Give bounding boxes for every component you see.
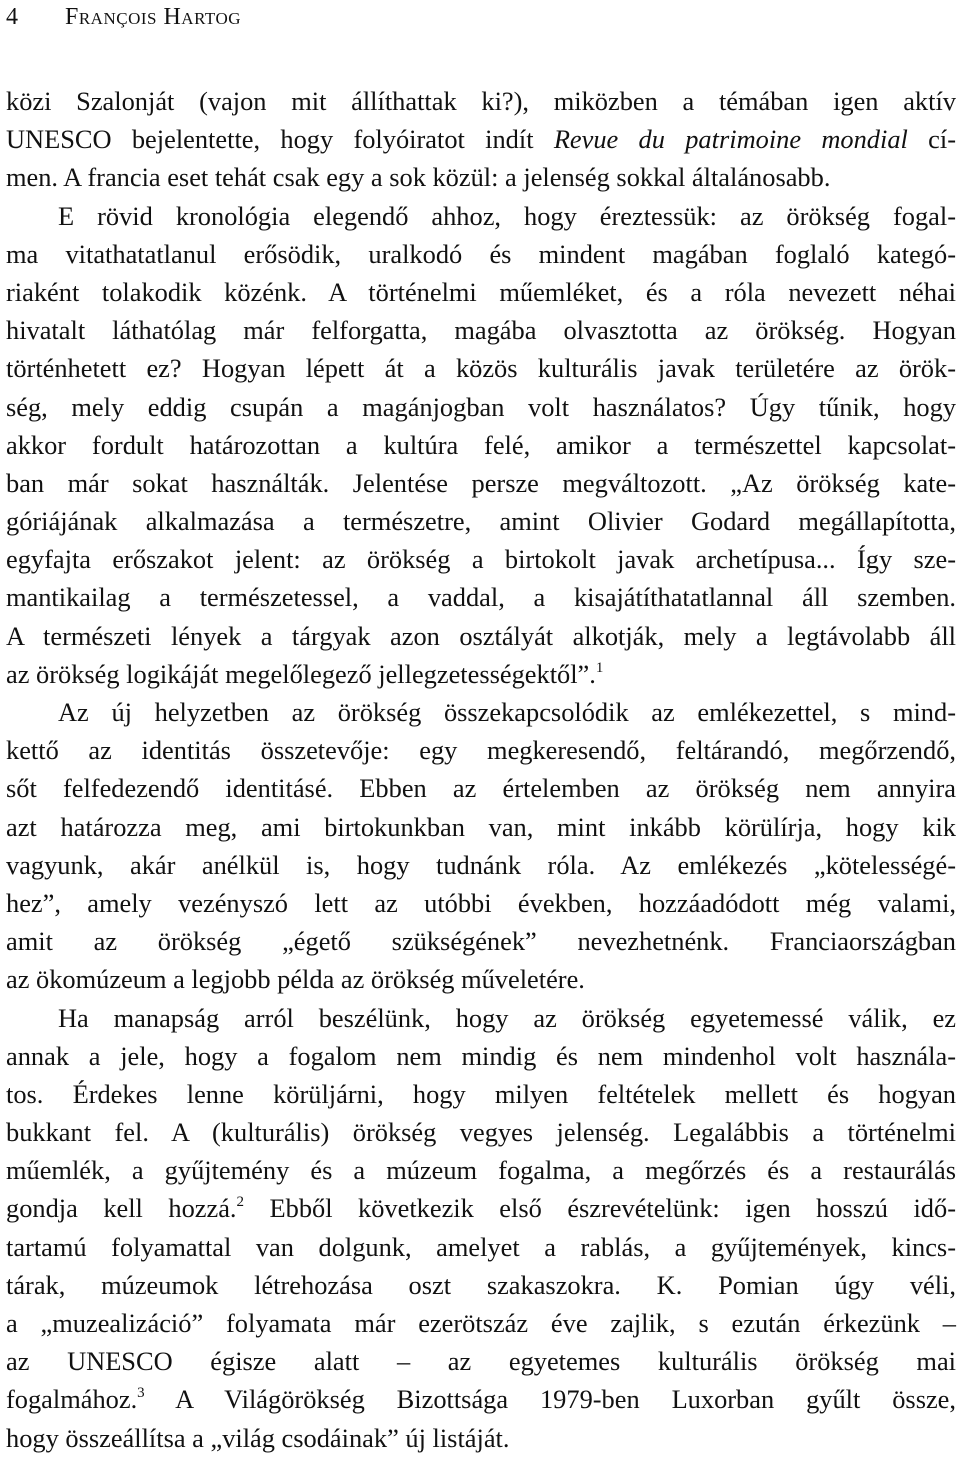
text-segment: vagyunk, akár anélkül is, hogy tudnánk róla. Az emlékezés „kötelességé- — [6, 849, 956, 880]
text-line — [6, 655, 956, 693]
text-segment: a „muzealizáció” folyamata már ezerötszáz éve zajlik, s ezután érkezünk – — [6, 1308, 956, 1338]
text-segment: cí- — [907, 124, 956, 155]
body-text — [6, 82, 956, 1457]
page-number: 4 — [6, 4, 19, 30]
text-line — [6, 1266, 956, 1304]
text-segment: E rövid kronológia elegendő ahhoz, hogy éreztessük: az örökség fogal- — [58, 200, 956, 231]
text-segment: hez”, amely vezényszó lett az utóbbi években, hozzáadódott még valami, — [6, 887, 956, 918]
text-segment: hivatalt láthatólag már felforgatta, magába olvasztotta az örökség. Hogyan — [6, 315, 956, 346]
text-line — [6, 1380, 956, 1418]
text-line — [6, 82, 956, 120]
text-line — [6, 311, 956, 349]
text-line — [6, 960, 956, 998]
text-segment: műemlék, a gyűjtemény és a múzeum fogalma, a megőrzés és a restaurálás — [6, 1155, 956, 1186]
text-line — [6, 693, 956, 731]
text-segment: akkor fordult határozottan a kultúra felé, amikor a természettel kapcsolat- — [6, 429, 956, 460]
text-segment: men. A francia eset tehát csak egy a sok közül: a jelenség sokkal általánosabb. — [6, 162, 831, 193]
text-segment: bukkant fel. A (kulturális) örökség vegyes jelenség. Legalábbis a történelmi — [6, 1117, 956, 1148]
text-line — [6, 808, 956, 846]
text-segment: ség, mely eddig csupán a magánjogban volt használatos? Úgy tűnik, hogy — [6, 391, 956, 422]
text-segment: A természeti lények a tárgyak azon osztályát alkotják, mely a legtávolabb áll — [6, 620, 956, 651]
text-segment: riaként tolakodik közénk. A történelmi műemléket, és a róla nevezett néhai — [6, 276, 956, 307]
text-segment: Az új helyzetben az örökség összekapcsolódik az emlékezettel, s mind- — [58, 697, 956, 727]
text-segment: történhetett ez? Hogyan lépett át a közös kulturális javak területére az örök- — [6, 353, 956, 384]
text-line — [6, 1037, 956, 1075]
text-segment: amit az örökség „égető szükségének” nevezhetnénk. Franciaországban — [6, 926, 956, 957]
text-segment: hogy összeállítsa a „világ csodáinak” új listáját. — [6, 1422, 510, 1453]
text-line — [6, 349, 956, 387]
text-line — [6, 1304, 956, 1342]
text-line — [6, 922, 956, 960]
text-line — [6, 1075, 956, 1113]
text-line — [6, 1113, 956, 1151]
text-segment: sőt felfedezendő identitásé. Ebben az értelemben az örökség nem annyira — [6, 773, 956, 804]
text-line — [6, 999, 956, 1037]
text-segment: ban már sokat használták. Jelentése persze megváltozott. „Az örökség kate- — [6, 467, 956, 498]
text-segment: kettő az identitás összetevője: egy megkeresendő, feltárandó, megőrzendő, — [6, 735, 956, 766]
text-segment: tos. Érdekes lenne körüljárni, hogy milyen feltételek mellett és hogyan — [6, 1078, 956, 1109]
text-line — [6, 273, 956, 311]
text-line — [6, 1189, 956, 1227]
text-line — [6, 197, 956, 235]
footnote-ref[interactable]: 2 — [236, 1194, 245, 1211]
text-segment: tárak, múzeumok létrehozása oszt szakaszokra. K. Pomian úgy véli, — [6, 1269, 956, 1300]
text-segment: az UNESCO égisze alatt – az egyetemes kulturális örökség mai — [6, 1346, 956, 1377]
text-line — [6, 464, 956, 502]
text-line — [6, 884, 956, 922]
text-line — [6, 769, 956, 807]
text-segment: tartamú folyamattal van dolgunk, amelyet a rablás, a gyűjtemények, kincs- — [6, 1231, 956, 1262]
text-segment: azt határozza meg, ami birtokunkban van, mint inkább körülírja, hogy kik — [6, 811, 956, 842]
text-segment: ma vitathatatlanul erősödik, uralkodó és mindent magában foglaló kategó- — [6, 238, 956, 269]
text-segment: az ökomúzeum a legjobb példa az örökség műveletére. — [6, 964, 585, 995]
italic-title: Revue du patrimoine mondial — [553, 124, 908, 155]
text-line — [6, 388, 956, 426]
text-line — [6, 1228, 956, 1266]
footnote-ref[interactable]: 1 — [595, 659, 604, 676]
footnote-ref[interactable]: 3 — [137, 1385, 145, 1402]
text-line — [6, 1419, 956, 1457]
text-segment: az örökség logikáját megelőlegező jellegzetességektől”. — [6, 658, 596, 689]
text-line — [6, 846, 956, 884]
text-line — [6, 502, 956, 540]
text-line — [6, 426, 956, 464]
text-segment: egyfajta erőszakot jelent: az örökség a birtokolt javak archetípusa... Így sze- — [6, 544, 956, 575]
text-segment: UNESCO bejelentette, hogy folyóiratot indít — [6, 124, 554, 155]
running-head — [6, 2, 241, 32]
text-line — [6, 1151, 956, 1189]
text-line — [6, 578, 956, 616]
text-segment: közi Szalonját (vajon mit állíthattak ki?), miközben a témában igen aktív — [6, 86, 956, 116]
text-segment: Ebből következik első észrevételünk: igen hosszú idő- — [244, 1193, 956, 1224]
text-segment: góriájának alkalmazása a természetre, amint Olivier Godard megállapította, — [6, 506, 956, 537]
text-segment: fogalmához. — [6, 1384, 138, 1415]
text-segment: Ha manapság arról beszélünk, hogy az örökség egyetemessé válik, ez — [58, 1002, 956, 1033]
text-line — [6, 1342, 956, 1380]
text-line — [6, 235, 956, 273]
running-head-author: François Hartog — [65, 4, 242, 30]
text-segment: gondja kell hozzá. — [6, 1193, 237, 1224]
text-segment: annak a jele, hogy a fogalom nem mindig és nem mindenhol volt használa- — [6, 1040, 956, 1071]
text-line — [6, 731, 956, 769]
text-segment: mantikailag a természetessel, a vaddal, a kisajátíthatatlannal áll szemben. — [6, 582, 956, 613]
text-line — [6, 540, 956, 578]
text-line — [6, 158, 956, 196]
text-segment: A Világörökség Bizottsága 1979-ben Luxorban gyűlt össze, — [144, 1384, 956, 1415]
text-line — [6, 120, 956, 158]
text-line — [6, 617, 956, 655]
